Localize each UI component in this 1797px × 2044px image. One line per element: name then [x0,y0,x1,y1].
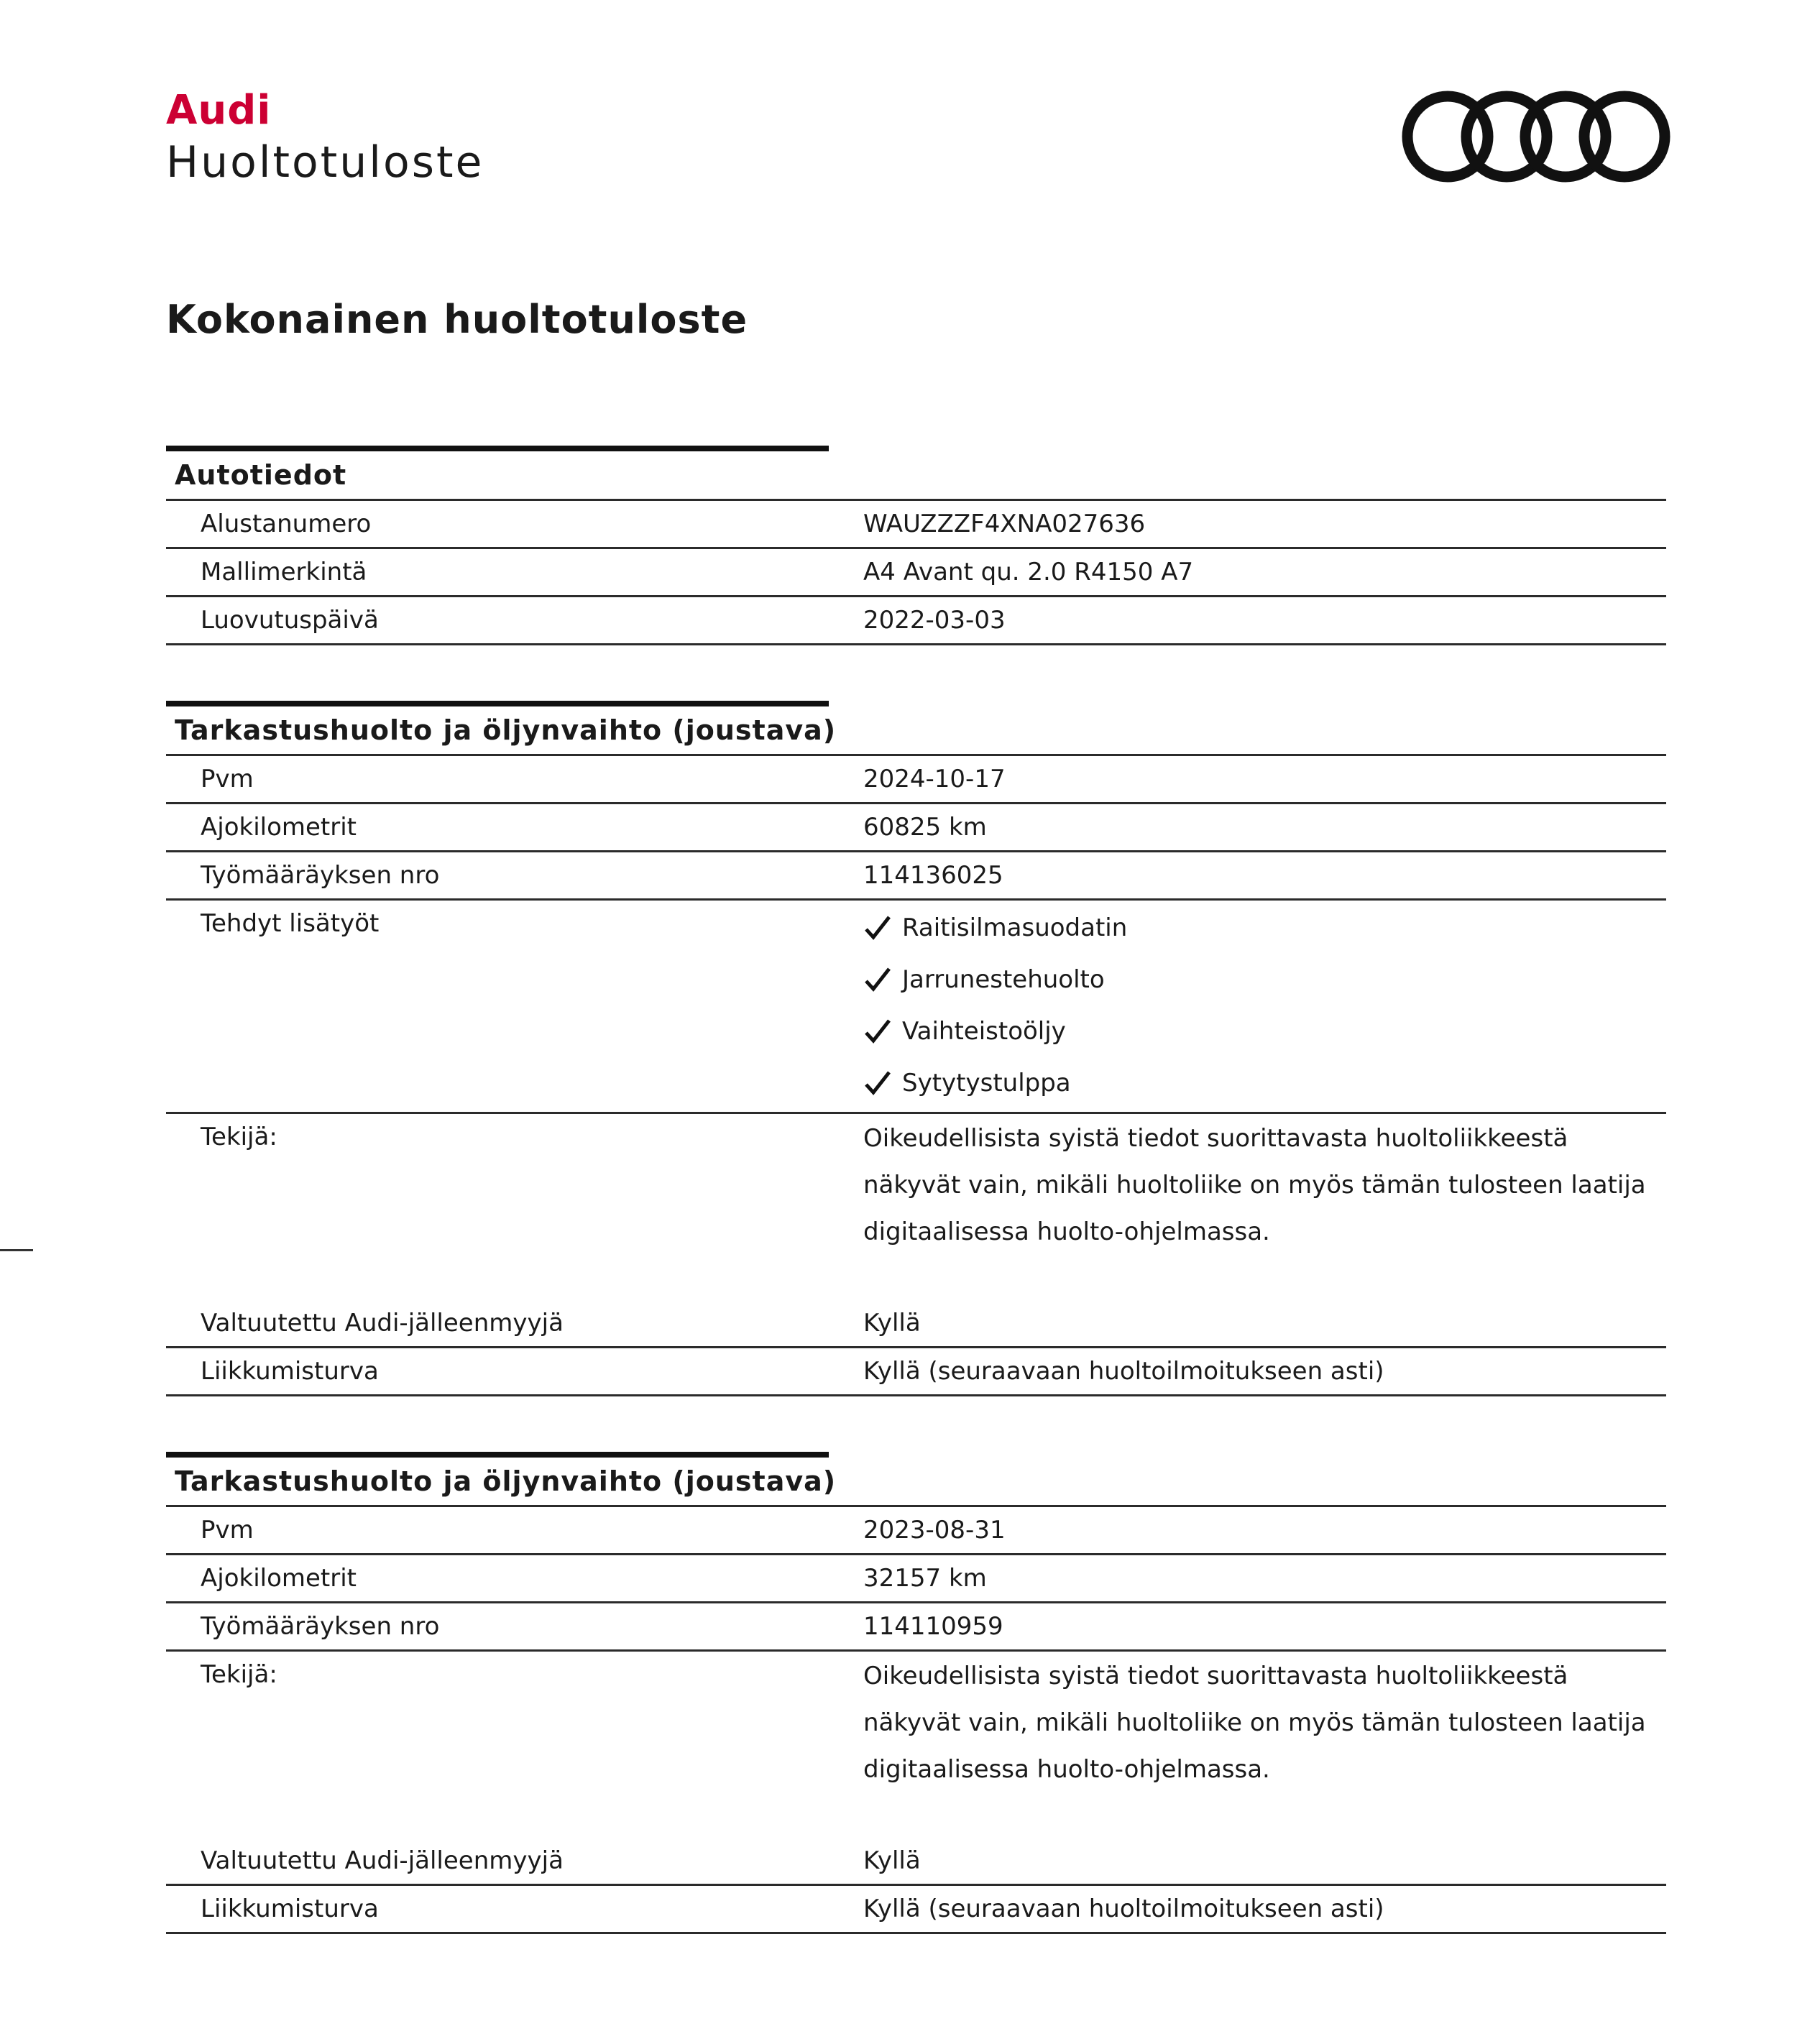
row-label: Ajokilometrit [201,813,357,842]
row-label: Valtuutettu Audi-jälleenmyyjä [201,1309,564,1338]
section-title: Tarkastushuolto ja öljynvaihto (joustava) [166,706,1666,756]
service-row-mobility [166,1886,1666,1934]
row-value: 2023-08-31 [863,1516,1006,1544]
service-row-km [166,804,1666,852]
row-label: Valtuutettu Audi-jälleenmyyjä [201,1846,564,1875]
section-divider [166,1452,829,1458]
row-value: 114110959 [863,1612,1003,1641]
row-value: A4 Avant qu. 2.0 R4150 A7 [863,558,1194,586]
service-row-dealer [166,1838,1666,1886]
service-row-maker [166,1114,1666,1264]
service-row-mobility [166,1348,1666,1396]
row-value [863,1114,1666,1264]
service-row-order [166,1603,1666,1652]
extra-label: Sytytystulppa [902,1069,1071,1097]
info-row-model [166,549,1666,597]
brand-name: Audi [166,87,272,134]
extra-label: Raitisilmasuodatin [902,913,1128,942]
extras-list [863,901,1666,1112]
row-label: Liikkumisturva [201,1895,379,1923]
row-value: 32157 km [863,1564,987,1593]
checkmark-icon [863,913,892,942]
row-value: 60825 km [863,813,987,842]
service-row-date [166,1507,1666,1555]
row-label: Tekijä: [201,1660,277,1689]
service-row-maker [166,1652,1666,1802]
row-label: Pvm [201,1516,254,1544]
section-title: Tarkastushuolto ja öljynvaihto (joustava) [166,1458,1666,1507]
row-value: Kyllä [863,1309,921,1338]
row-label: Työmääräyksen nro [201,1612,440,1641]
row-value: Kyllä (seuraavaan huoltoilmoitukseen asti) [863,1895,1384,1923]
row-value: Kyllä [863,1846,921,1875]
info-row-vin [166,501,1666,549]
extra-label: Jarrunestehuolto [902,965,1105,994]
extra-item [863,1057,1666,1109]
document-title: Huoltotuloste [166,137,484,188]
margin-mark [0,1249,33,1251]
checkmark-icon [863,1017,892,1046]
row-label: Pvm [201,765,254,793]
service-row-dealer [166,1300,1666,1348]
row-value: Kyllä (seuraavaan huoltoilmoitukseen asti) [863,1357,1384,1386]
service-row-order [166,852,1666,901]
service-row-extras [166,901,1666,1114]
row-label: Luovutuspäivä [201,606,379,635]
service-row-km [166,1555,1666,1603]
row-label: Tehdyt lisätyöt [201,909,380,938]
extra-item [863,954,1666,1005]
service-section [166,701,1666,1396]
row-value: WAUZZZF4XNA027636 [863,510,1146,538]
section-divider [166,446,829,451]
extra-label: Vaihteistoöljy [902,1017,1066,1046]
checkmark-icon [863,965,892,994]
section-divider [166,701,829,706]
service-section [166,1452,1666,1934]
extra-item [863,902,1666,954]
page-heading: Kokonainen huoltotuloste [166,297,748,342]
row-value: 114136025 [863,861,1003,890]
row-value: 2024-10-17 [863,765,1006,793]
audi-rings-icon [1400,86,1673,187]
section-title: Autotiedot [166,451,1666,501]
info-row-delivery-date [166,597,1666,645]
row-label: Ajokilometrit [201,1564,357,1593]
row-value: 2022-03-03 [863,606,1006,635]
row-label: Alustanumero [201,510,372,538]
row-label: Tekijä: [201,1123,277,1151]
row-value [863,1652,1666,1802]
maker-notice: Oikeudellisista syistä tiedot suorittavasta huoltoliikkeestä näkyvät vain, mikäli huoltoliike on myös tämän tulosteen laatija digitaalisessa huolto-ohjelmassa. [863,1662,1646,1784]
extra-item [863,1005,1666,1057]
car-info-section [166,446,1666,645]
checkmark-icon [863,1069,892,1097]
row-label: Työmääräyksen nro [201,861,440,890]
service-row-date [166,756,1666,804]
row-label: Liikkumisturva [201,1357,379,1386]
row-label: Mallimerkintä [201,558,367,586]
maker-notice: Oikeudellisista syistä tiedot suorittavasta huoltoliikkeestä näkyvät vain, mikäli huoltoliike on myös tämän tulosteen laatija digitaalisessa huolto-ohjelmassa. [863,1124,1646,1246]
